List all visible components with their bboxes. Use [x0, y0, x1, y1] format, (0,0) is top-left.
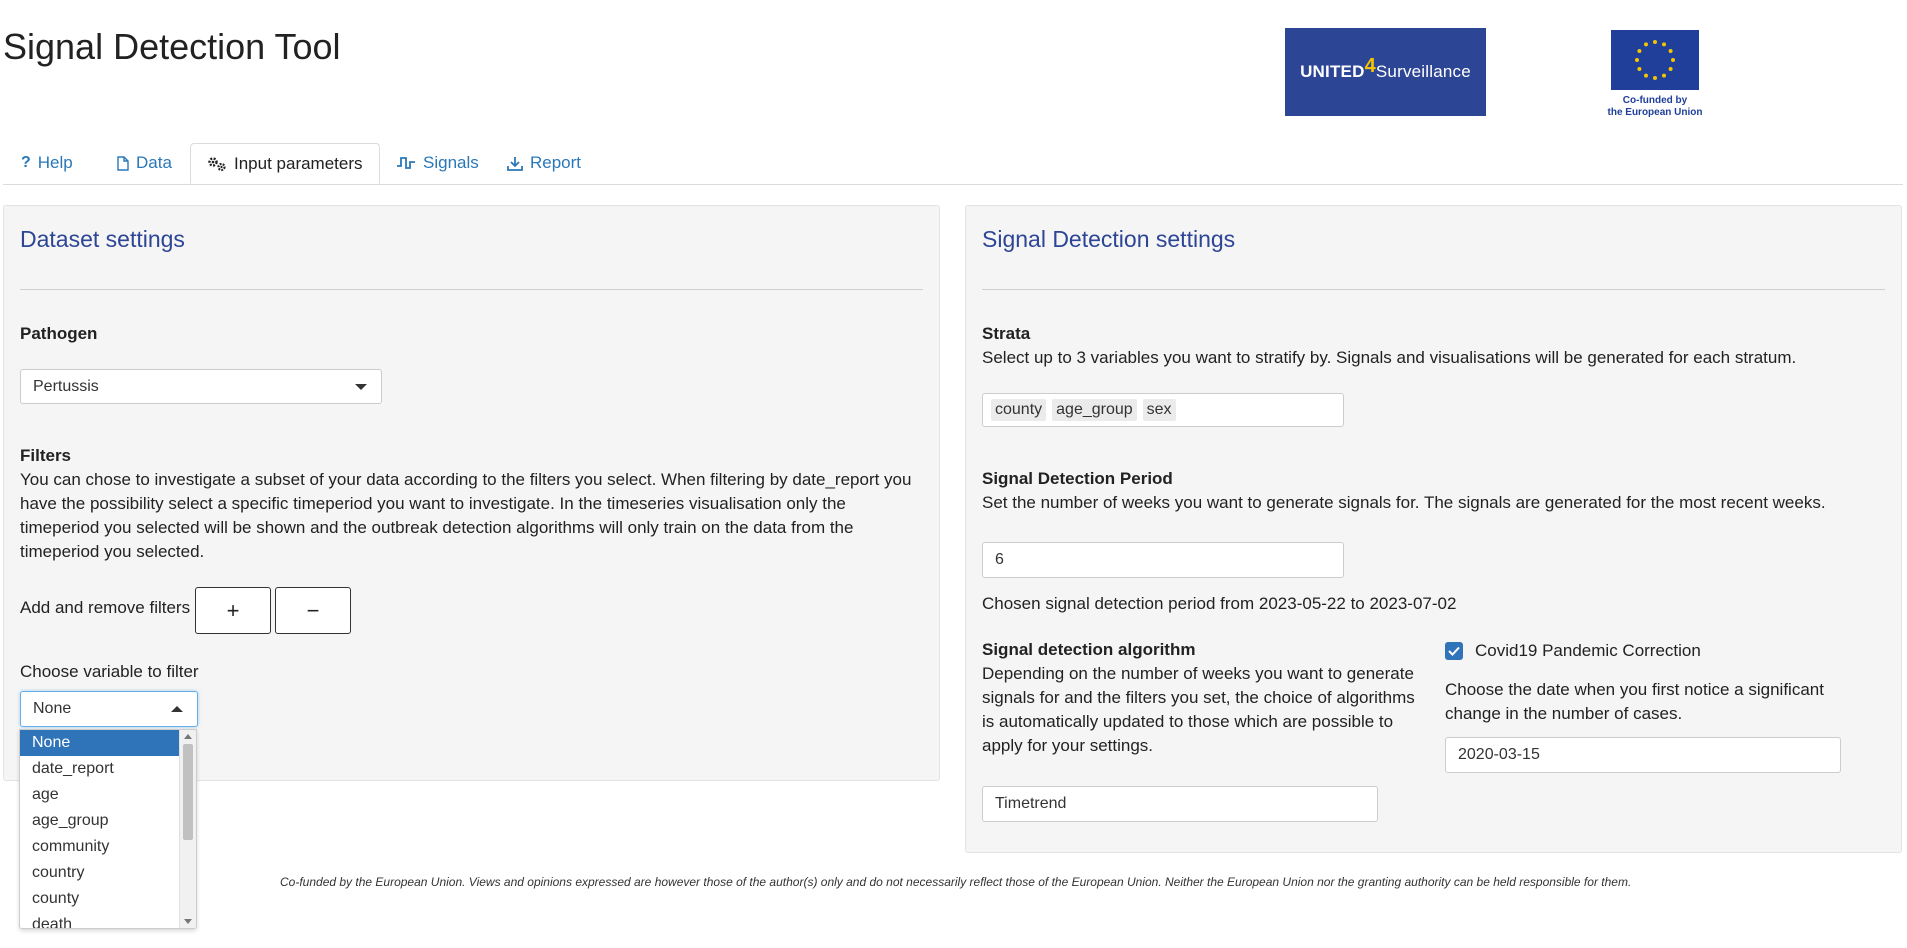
signal-detection-period-input[interactable]: 6	[982, 542, 1344, 578]
dataset-settings-panel	[3, 205, 940, 781]
signal-detection-settings-panel	[965, 205, 1902, 853]
strata-description: Select up to 3 variables you want to stratify by. Signals and visualisations will be generated for each stratum.	[982, 348, 1797, 367]
signal-detection-period-label: Signal Detection Period	[982, 469, 1173, 488]
eu-star-icon	[1669, 49, 1673, 53]
tab-input-parameters[interactable]: Input parameters	[190, 143, 380, 184]
dataset-settings-title: Dataset settings	[20, 226, 185, 252]
divider	[982, 289, 1885, 290]
filters-label: Filters	[20, 446, 72, 465]
signal-detection-settings-title: Signal Detection settings	[982, 226, 1236, 252]
eu-star-icon	[1644, 74, 1648, 78]
covid-correction-label[interactable]: Covid19 Pandemic Correction	[1475, 641, 1701, 660]
covid-date-input[interactable]: 2020-03-15	[1445, 737, 1841, 773]
chevron-up-icon	[171, 706, 183, 712]
chevron-down-icon	[355, 384, 367, 390]
eu-flag-icon	[1611, 30, 1699, 90]
app-title: Signal Detection Tool	[3, 26, 341, 67]
filters-description: You can chose to investigate a subset of your data according to the filters you select. When filtering by date_report you have the possibility select a specific timeperiod you want to investigate. In the timeseries visualisation only the timeperiod you selected will be shown and the outbreak detection algorithms will only train on the data from the timeperiod you selected.	[20, 470, 912, 561]
eu-star-icon	[1635, 58, 1639, 62]
option-age-group[interactable]: age_group	[32, 812, 109, 829]
option-country[interactable]: country	[32, 864, 85, 881]
pathogen-select[interactable]: Pertussis	[20, 369, 382, 404]
question-icon: ?	[21, 154, 31, 171]
divider	[20, 289, 923, 290]
variable-filter-select[interactable]: None	[20, 691, 198, 727]
main-tab-bar	[3, 143, 1903, 185]
scroll-down-icon[interactable]	[184, 919, 192, 924]
strata-multiselect[interactable]	[982, 393, 1344, 427]
eu-cofunded-logo	[1600, 30, 1710, 119]
pathogen-label: Pathogen	[20, 324, 98, 343]
tab-signals[interactable]: Signals	[396, 143, 479, 183]
option-none[interactable]: None	[20, 730, 196, 756]
dropdown-scrollbar[interactable]	[179, 730, 196, 928]
covid-date-description: Choose the date when you first notice a significant change in the number of cases.	[1445, 680, 1824, 723]
eu-star-icon	[1644, 42, 1648, 46]
option-death[interactable]: death	[32, 916, 73, 929]
choose-variable-label: Choose variable to filter	[20, 662, 199, 681]
add-filter-button[interactable]: +	[195, 587, 271, 634]
tab-report[interactable]: Report	[507, 143, 581, 183]
eu-star-icon	[1671, 58, 1675, 62]
download-icon	[507, 156, 523, 171]
strata-chip-county[interactable]: county	[991, 399, 1046, 421]
eu-star-icon	[1653, 76, 1657, 80]
add-remove-filters-label: Add and remove filters	[20, 598, 191, 617]
option-age[interactable]: age	[32, 786, 59, 803]
eu-star-icon	[1637, 67, 1641, 71]
strata-chip-age-group[interactable]: age_group	[1052, 399, 1137, 421]
footer-disclaimer: Co-funded by the European Union. Views and opinions expressed are however those of the author(s) only and do not necessarily reflect those of the European Union. Neither the European Union nor the granting authority can be held responsible for them.	[280, 875, 1632, 889]
eu-star-icon	[1653, 40, 1657, 44]
remove-filter-button[interactable]: −	[275, 587, 351, 634]
algorithm-select[interactable]: Timetrend	[982, 786, 1378, 822]
eu-star-icon	[1662, 74, 1666, 78]
file-icon	[117, 156, 129, 171]
united4surveillance-logo: UNITED 4 Surveillance	[1285, 28, 1486, 116]
covid-correction-checkbox[interactable]	[1445, 642, 1463, 660]
option-community[interactable]: community	[32, 838, 110, 855]
eu-star-icon	[1669, 67, 1673, 71]
option-date-report[interactable]: date_report	[32, 760, 114, 777]
scroll-up-icon[interactable]	[184, 734, 192, 739]
scroll-thumb[interactable]	[183, 744, 193, 840]
signal-detection-period-info: Chosen signal detection period from 2023-05-22 to 2023-07-02	[982, 594, 1457, 613]
check-icon	[1448, 646, 1460, 656]
eu-caption: Co-funded by the European Union	[1607, 95, 1703, 118]
signal-wave-icon	[396, 156, 416, 170]
eu-star-icon	[1637, 49, 1641, 53]
strata-label: Strata	[982, 324, 1031, 343]
signal-detection-period-description: Set the number of weeks you want to generate signals for. The signals are generated for the most recent weeks.	[982, 493, 1826, 512]
tab-data[interactable]: Data	[117, 143, 172, 183]
option-county[interactable]: county	[32, 890, 80, 907]
eu-star-icon	[1662, 42, 1666, 46]
tab-help[interactable]: ? Help	[21, 153, 73, 172]
strata-chip-sex[interactable]: sex	[1143, 399, 1176, 421]
algorithm-label: Signal detection algorithm	[982, 640, 1196, 659]
variable-options-list[interactable]	[19, 729, 197, 929]
gears-icon	[207, 156, 227, 172]
algorithm-description: Depending on the number of weeks you want to generate signals for and the filters you set, the choice of algorithms is automatically updated to those which are possible to apply for your settings.	[982, 664, 1415, 755]
